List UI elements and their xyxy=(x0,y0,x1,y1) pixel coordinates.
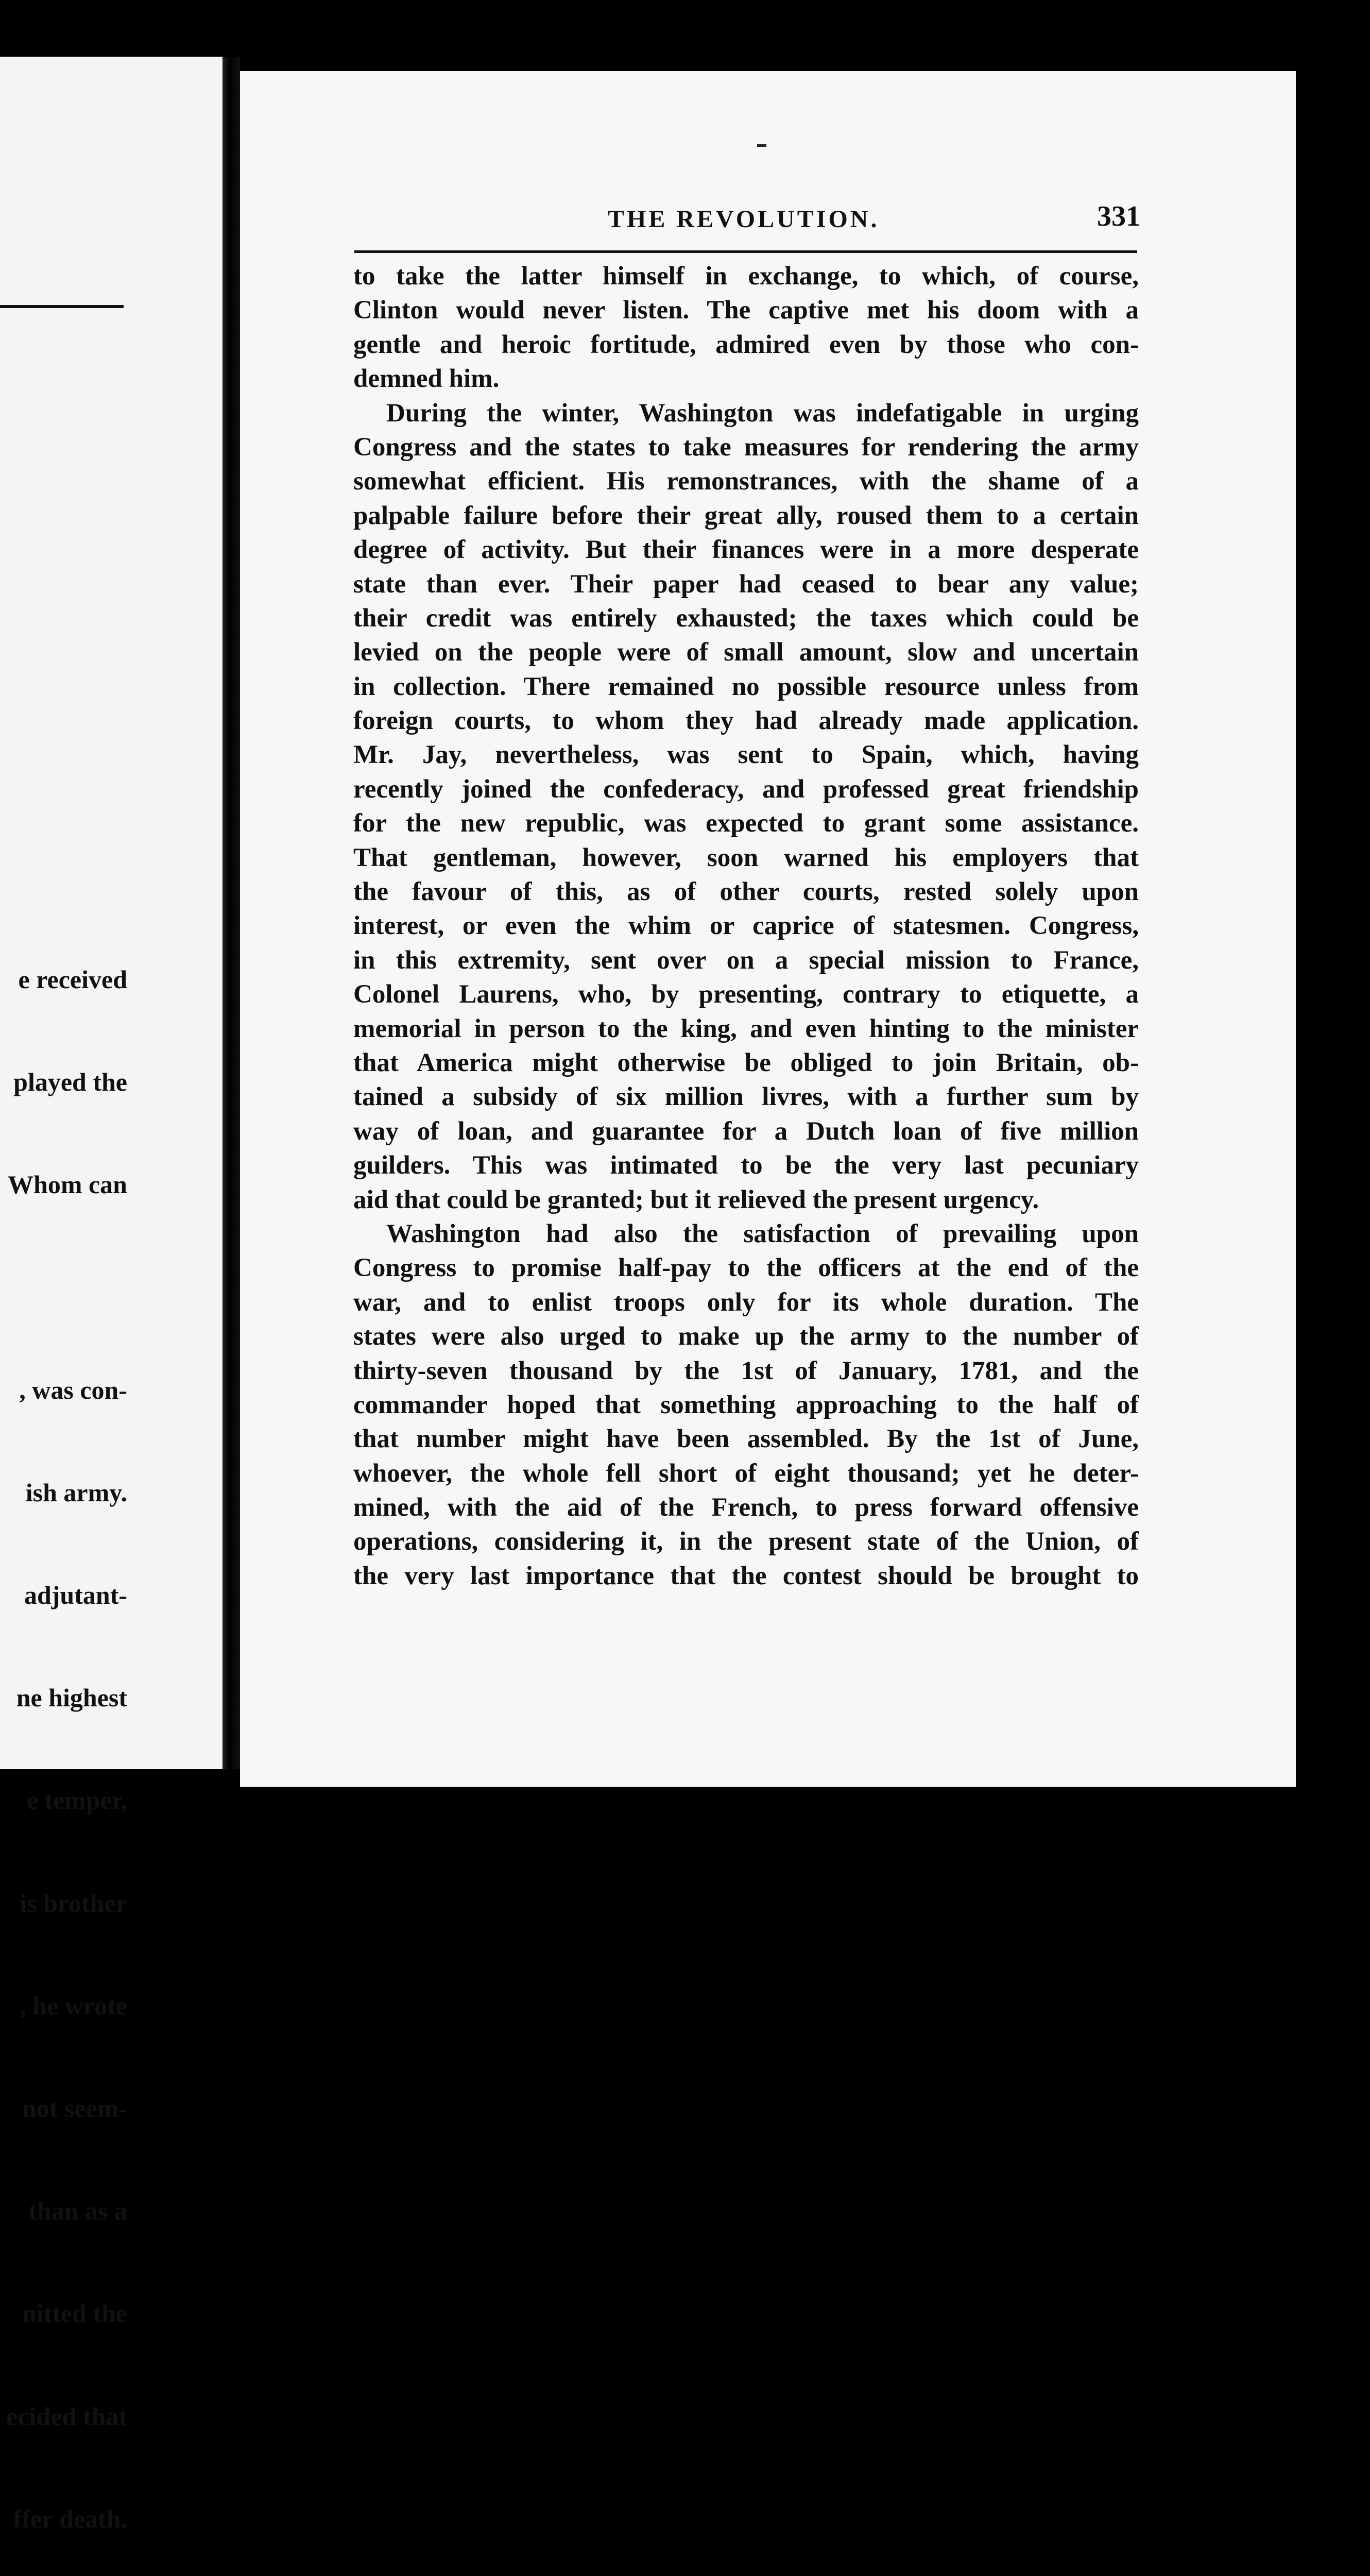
text-line: aid that could be granted; but it relieved the present urgency. xyxy=(353,1185,1039,1214)
text-line: state than ever. Their paper had ceased to bear any value; xyxy=(353,569,1139,599)
facing-page-text xyxy=(6,894,127,2576)
text-line: war, and to enlist troops only for its whole duration. The xyxy=(353,1287,1139,1317)
text-line: That gentleman, however, soon warned his employers that xyxy=(353,843,1139,872)
text-line: that number might have been assembled. By the 1st of June, xyxy=(353,1425,1139,1454)
text-line: demned him. xyxy=(353,364,500,394)
facing-line: than as a xyxy=(28,2196,127,2226)
facing-line: ne highest xyxy=(16,1683,127,1713)
text-line: the favour of this, as of other courts, rested solely upon xyxy=(353,877,1139,907)
text-line: way of loan, and guarantee for a Dutch loan of five million xyxy=(353,1116,1139,1146)
facing-line: adjutant- xyxy=(24,1581,127,1610)
text-line: commander hoped that something approaching to the half of xyxy=(353,1390,1139,1419)
facing-line: , was con- xyxy=(19,1375,127,1404)
text-line: operations, considering it, in the present state of the Union, of xyxy=(353,1527,1139,1556)
text-line: recently joined the confederacy, and professed great friendship xyxy=(353,774,1139,804)
facing-line: e received xyxy=(18,964,127,994)
facing-line: played the xyxy=(13,1067,127,1097)
facing-page-rule xyxy=(0,305,124,308)
text-line: in collection. There remained no possible resource unless from xyxy=(353,672,1139,701)
text-line: whoever, the whole fell short of eight thousand; yet he deter- xyxy=(353,1459,1139,1488)
facing-line: ish army. xyxy=(25,1478,127,1507)
print-mark xyxy=(757,144,766,147)
facing-line: , he wrote xyxy=(20,1991,127,2020)
text-line: Colonel Laurens, who, by presenting, contrary to etiquette, a xyxy=(353,980,1139,1009)
facing-line: Whom can xyxy=(8,1170,127,1199)
text-line: During the winter, Washington was indefatigable in urging xyxy=(386,398,1139,428)
text-line: somewhat efficient. His remonstrances, with the shame of a xyxy=(353,467,1139,496)
book-gutter xyxy=(222,57,240,1769)
text-line: memorial in person to the king, and even hinting to the minister xyxy=(353,1014,1139,1043)
facing-line xyxy=(6,1270,127,1304)
text-line: degree of activity. But their finances were in a more desperate xyxy=(353,535,1139,565)
text-line: levied on the people were of small amount, slow and uncertain xyxy=(353,638,1139,667)
text-line: Congress and the states to take measures for rendering the army xyxy=(353,432,1139,462)
text-line: the very last importance that the contest should be brought to xyxy=(353,1561,1139,1590)
text-line: for the new republic, was expected to grant some assistance. xyxy=(353,809,1139,838)
facing-line: is brother xyxy=(20,1888,127,1918)
text-line: that America might otherwise be obliged to join Britain, ob- xyxy=(353,1048,1139,1077)
text-line: to take the latter himself in exchange, to which, of course, xyxy=(353,262,1139,291)
body-text xyxy=(353,259,1139,1593)
running-head: THE REVOLUTION. xyxy=(608,206,880,233)
text-line: in this extremity, sent over on a special mission to France, xyxy=(353,945,1139,975)
facing-line: nitted the xyxy=(22,2299,127,2328)
text-line: gentle and heroic fortitude, admired even by those who con- xyxy=(353,330,1139,359)
facing-page xyxy=(0,57,222,2533)
text-line: Mr. Jay, nevertheless, was sent to Spain, which, having xyxy=(353,740,1139,770)
text-line: Congress to promise half-pay to the officers at the end of the xyxy=(353,1253,1139,1283)
facing-line: ecided that xyxy=(6,2401,127,2431)
text-line: mined, with the aid of the French, to press forward offensive xyxy=(353,1493,1139,1522)
text-line: states were also urged to make up the army to the number of xyxy=(353,1322,1139,1351)
text-line: interest, or even the whim or caprice of statesmen. Congress, xyxy=(353,911,1139,941)
text-line: palpable failure before their great ally, roused them to a certain xyxy=(353,501,1139,530)
text-line: thirty-seven thousand by the 1st of January, 1781, and the xyxy=(353,1356,1139,1385)
text-line: their credit was entirely exhausted; the taxes which could be xyxy=(353,603,1139,633)
facing-line: ffer death. xyxy=(13,2504,127,2533)
page-edge-shadow xyxy=(1296,71,1370,1867)
facing-line: e temper, xyxy=(26,1786,127,1815)
text-line: foreign courts, to whom they had already made application. xyxy=(353,706,1139,736)
page-number: 331 xyxy=(1097,200,1140,232)
header-rule xyxy=(354,250,1137,253)
facing-line: not seem- xyxy=(22,2094,127,2123)
text-line: Washington had also the satisfaction of prevailing upon xyxy=(386,1219,1139,1248)
text-line: tained a subsidy of six million livres, with a further sum by xyxy=(353,1082,1139,1112)
text-line: Clinton would never listen. The captive met his doom with a xyxy=(353,296,1139,325)
text-line: guilders. This was intimated to be the very last pecuniary xyxy=(353,1151,1139,1180)
